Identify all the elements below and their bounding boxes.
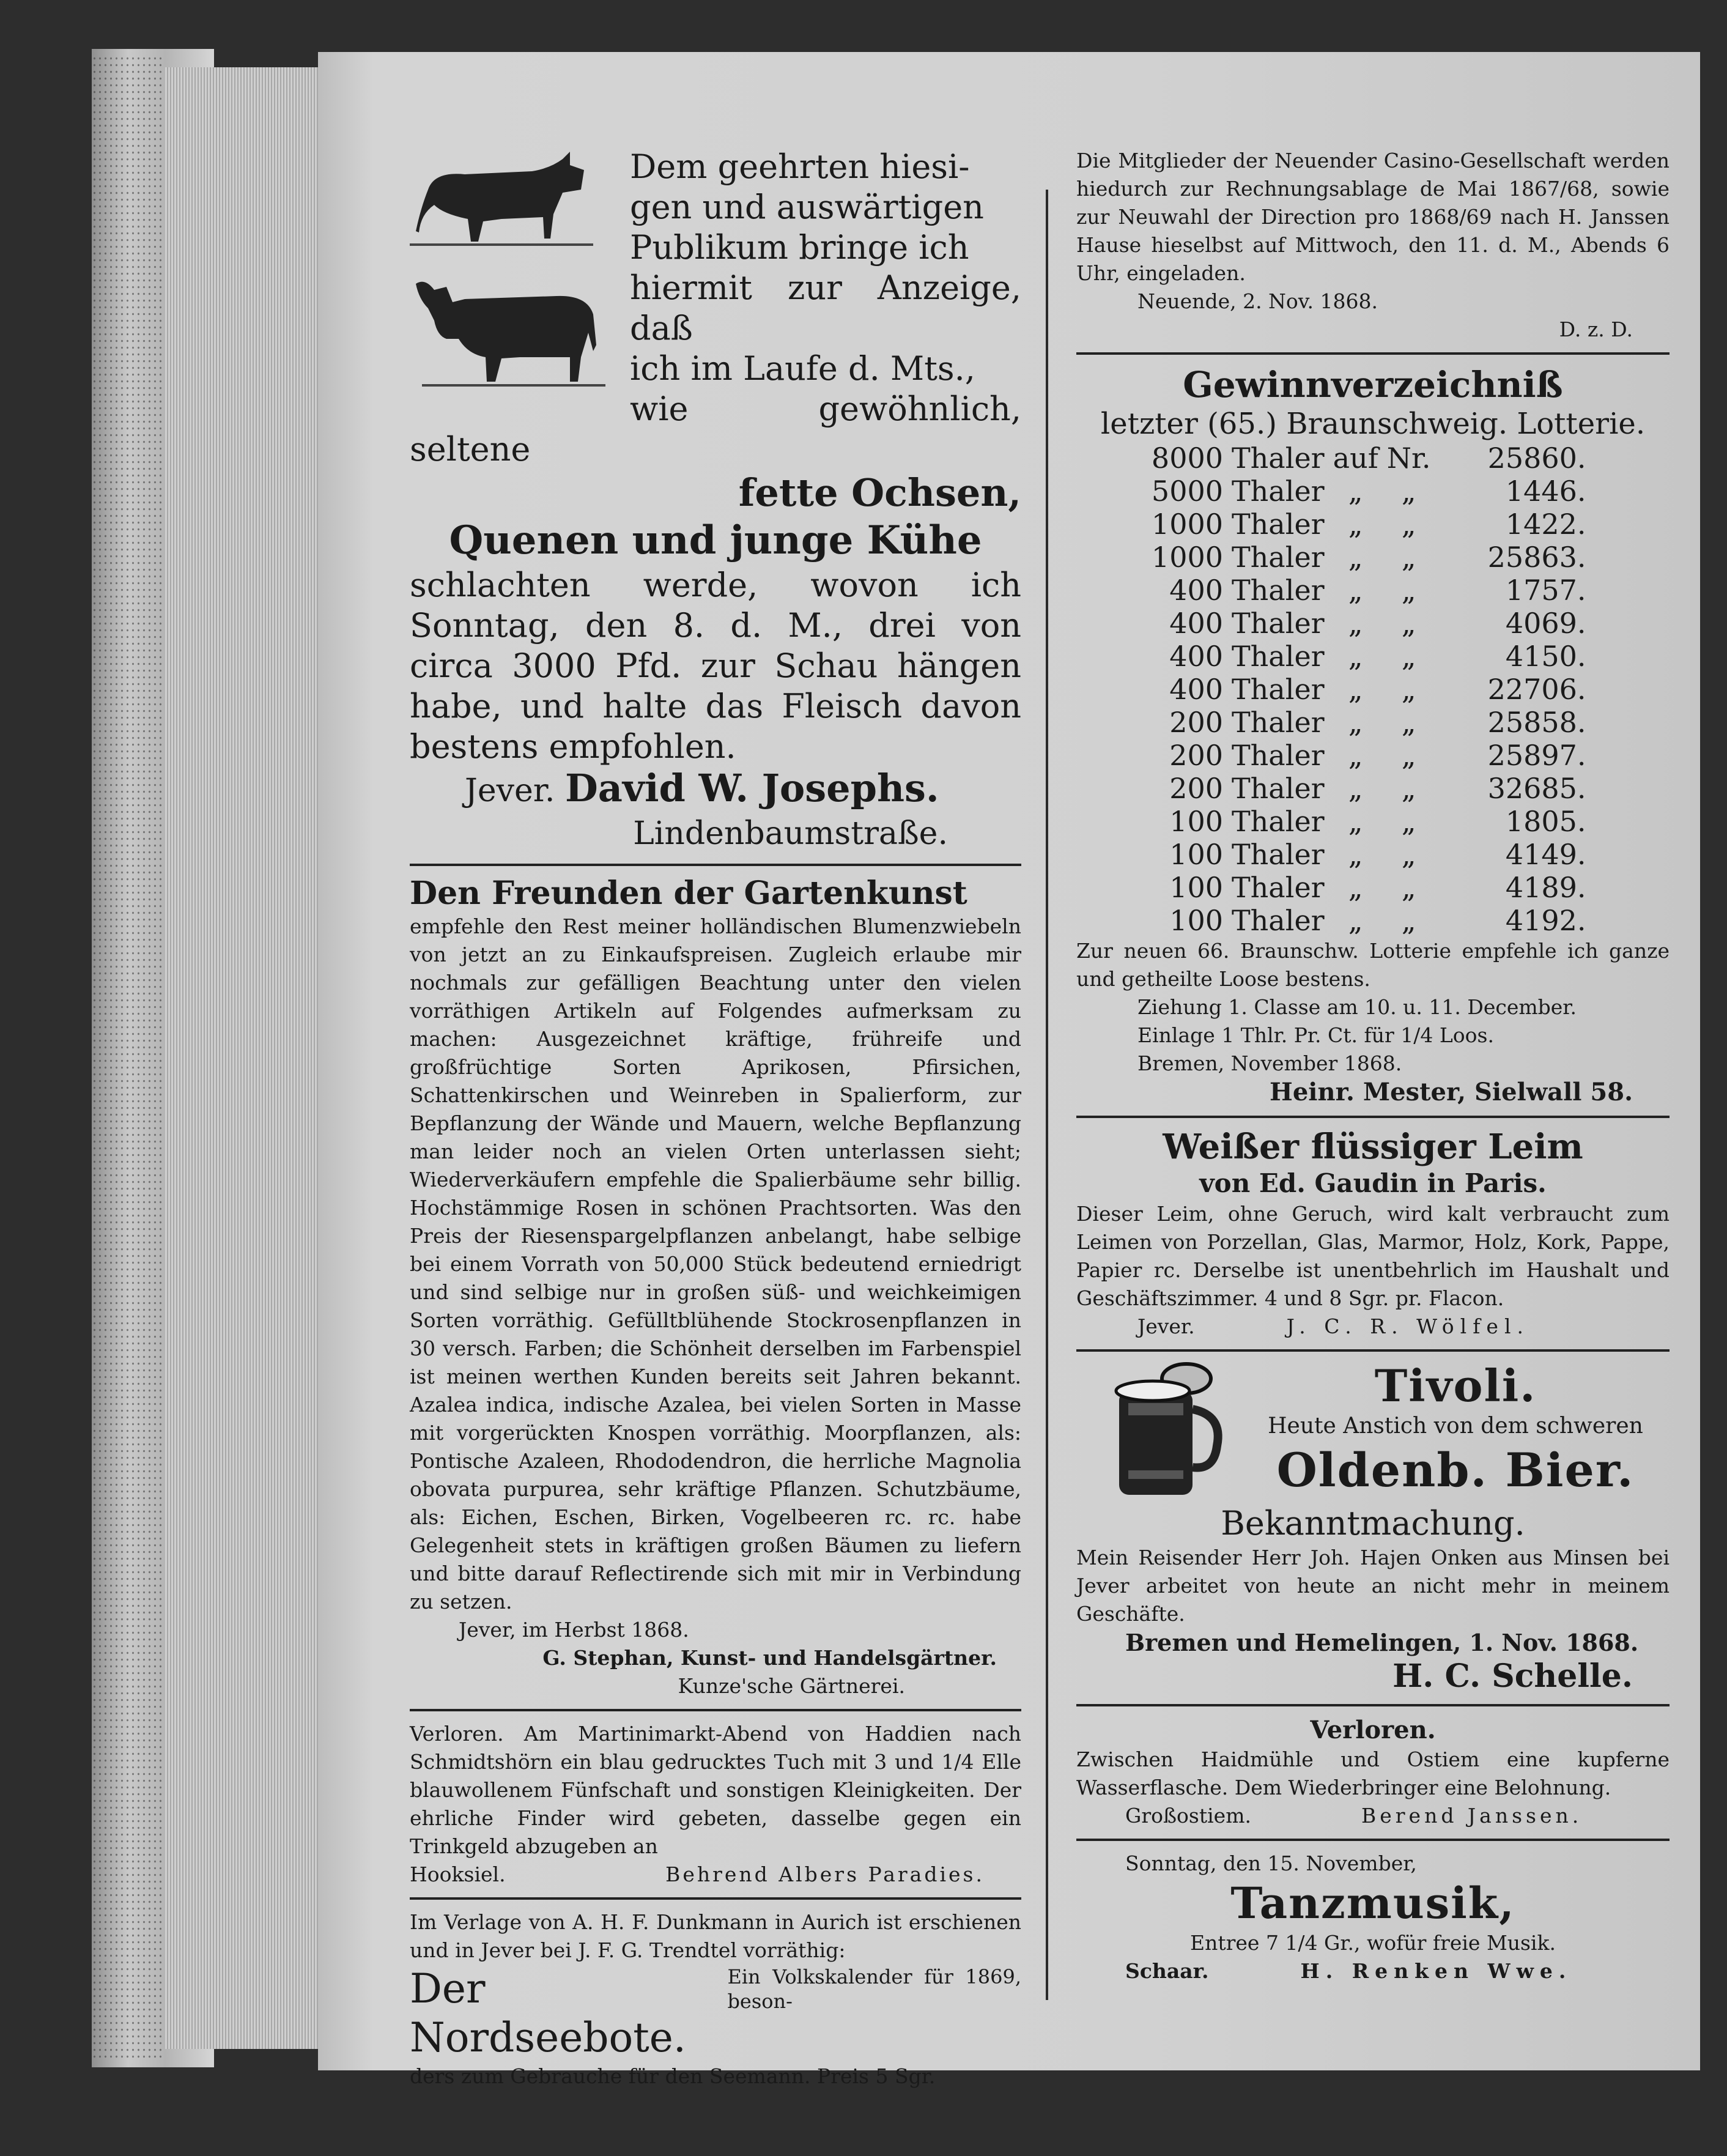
prize-amount: 400 <box>1169 673 1223 706</box>
lost2-body: Zwischen Haidmühle und Ostiem eine kupferne Wasserflasche. Dem Wiederbringer eine Belohnung. <box>1076 1747 1670 1799</box>
nr-label: „ <box>1401 607 1416 640</box>
garden-body: empfehle den Rest meiner holländischen Blumenzwiebeln von jetzt an zu Einkaufspreisen. Zugleich erlaube mir nochmals zur gefälligen Beachtung unter den vielen vorräthigen Artikeln auf Folgendes aufmerksam zu machen: Ausgezeichnet kräftige, frühreife und großfrüchtige Sorten Aprikosen, Pfirsichen, Schattenkirschen und Weinreben in Spalierform, zur Bepflanzung der Wände und Mauern, welche Bepflanzung man leider noch an vielen Orten unterlassen sieht; Wiederverkäufern empfehle die Spalierbäume sehr billig. Hochstämmige Rosen in schönen Prachtsorten. Was den Preis der Riesenspargelpflanzen anbelangt, habe selbige bei einem Vorrath von 50,000 Stück bedeutend erniedrigt und sind selbige nur in großen süß- und weichkeimigen Sorten vorräthig. Gefülltblühende Stockrosenpflanzen in 30 versch. Farben; die Schönheit derselben im Farbenspiel ist meinen werthen Kunden bereits seit Jahren bekannt. Azalea indica, indische Azalea, bei vielen Sorten in Masse mit vorgerückten Knospen vorräthig. Moorpflanzen, als: Pontische Azaleen, Rhododendron, die herrliche Magnolia obovata purpurea, sehr kräftige Pflanzen. Schutzbäume, als: Eichen, Eschen, Birken, Vogelbeeren rc. rc. habe Gelegenheit stets in kräftigen großen Bäumen zu liefern und bitte darauf Reflectirende sich mit mir in Verbindung zu setzen. <box>410 914 1021 1613</box>
notice-sig: H. C. Schelle. <box>1392 1658 1633 1695</box>
nr-label: Nr. <box>1386 442 1431 475</box>
ditto-mark: „ <box>1348 739 1363 772</box>
lost2-title: Verloren. <box>1310 1716 1436 1744</box>
casino-notice <box>1076 147 1670 344</box>
dance-ad <box>1076 1850 1670 1985</box>
prize-amount: 100 <box>1169 904 1223 937</box>
prize-unit: Thaler <box>1232 805 1325 838</box>
prize-unit: Thaler <box>1232 574 1325 607</box>
prize-unit: Thaler <box>1232 904 1325 937</box>
sig-name: Behrend Albers Paradies. <box>665 1862 985 1886</box>
left-column <box>410 147 1021 2091</box>
ditto-mark: „ <box>1348 508 1363 541</box>
ditto-mark: auf <box>1333 442 1378 475</box>
lottery-subtitle: letzter (65.) Braunschweig. Lotterie. <box>1100 407 1646 441</box>
casino-place-date: Neuende, 2. Nov. 1868. <box>1137 289 1378 313</box>
beer-mug-icon <box>1107 1360 1229 1503</box>
lost-signature <box>410 1861 1021 1889</box>
prize-unit: Thaler <box>1232 508 1325 541</box>
nr-label: „ <box>1401 508 1416 541</box>
lottery-row <box>1137 442 1595 475</box>
column-divider <box>1046 190 1048 2000</box>
prize-unit: Thaler <box>1232 706 1325 739</box>
divider <box>410 1709 1021 1711</box>
ticket-number: 4189. <box>1505 871 1586 904</box>
cattle-illustrations <box>410 147 612 396</box>
prize-unit: Thaler <box>1232 838 1325 871</box>
nr-label: „ <box>1401 706 1416 739</box>
ditto-mark: „ <box>1348 904 1363 937</box>
cattle-title-1: fette Ochsen, <box>738 470 1021 515</box>
ditto-mark: „ <box>1348 607 1363 640</box>
ticket-number: 1446. <box>1505 475 1586 508</box>
nr-label: „ <box>1401 904 1416 937</box>
notice-title: Bekanntmachung. <box>1221 1504 1525 1543</box>
glue-title: Weißer flüssiger Leim <box>1163 1127 1583 1167</box>
divider <box>1076 352 1670 355</box>
sig-place: Hooksiel. <box>410 1862 506 1886</box>
cow-icon <box>410 147 593 263</box>
prize-unit: Thaler <box>1232 541 1325 574</box>
cattle-line: wie gewöhnlich, seltene <box>410 390 1021 469</box>
sig-name: Berend Janssen. <box>1361 1804 1583 1828</box>
ticket-number: 1757. <box>1505 574 1586 607</box>
prize-unit: Thaler <box>1232 640 1325 673</box>
divider <box>1076 1349 1670 1352</box>
lost-ad <box>410 1720 1021 1889</box>
tivoli-line: Heute Anstich von dem schweren <box>1268 1413 1643 1439</box>
book-intro: Im Verlage von A. H. F. Dunkmann in Aurich ist erschienen und in Jever bei J. F. G. Trendtel vorräthig: <box>410 1910 1021 1962</box>
ticket-number: 25863. <box>1487 541 1586 574</box>
ticket-number: 25897. <box>1487 739 1586 772</box>
lottery-list <box>1076 363 1670 1107</box>
ox-icon <box>410 265 612 394</box>
lottery-sig: Heinr. Mester, Sielwall 58. <box>1270 1078 1633 1106</box>
cattle-body: schlachten werde, wovon ich Sonntag, den 8. d. M., drei von circa 3000 Pfd. zur Schau hängen habe, und halte das Fleisch davon bestens empfohlen. <box>410 566 1021 766</box>
lottery-row <box>1137 607 1595 640</box>
glue-ad <box>1076 1127 1670 1341</box>
ditto-mark: „ <box>1348 640 1363 673</box>
ticket-number: 1422. <box>1505 508 1586 541</box>
nr-label: „ <box>1401 838 1416 871</box>
ditto-mark: „ <box>1348 541 1363 574</box>
tivoli-title: Tivoli. <box>1374 1360 1537 1412</box>
page-stack <box>165 67 318 2049</box>
nr-label: „ <box>1401 640 1416 673</box>
lottery-recommend: Zur neuen 66. Braunschw. Lotterie empfehle ich ganze und getheilte Loose bestens. <box>1076 939 1670 991</box>
ditto-mark: „ <box>1348 574 1363 607</box>
casino-sig: D. z. D. <box>1559 317 1633 341</box>
lottery-row <box>1137 739 1595 772</box>
lottery-stake: Einlage 1 Thlr. Pr. Ct. für 1/4 Loos. <box>1137 1023 1494 1047</box>
lottery-row <box>1137 508 1595 541</box>
book-desc-2: ders zum Gebrauche für den Seemann. Preis 5 Sgr. <box>410 2064 936 2088</box>
lottery-row <box>1137 904 1595 937</box>
lost-body: Verloren. Am Martinimarkt-Abend von Haddien nach Schmidtshörn ein blau gedrucktes Tuch mit 3 und 1/4 Elle blauwollenem Fünfschaft und sonstigen Kleinigkeiten. Der ehrliche Finder wird gebeten, dasselbe gegen ein Trinkgeld abzugeben an <box>410 1722 1021 1858</box>
garden-place-date: Jever, im Herbst 1868. <box>459 1618 689 1642</box>
book-desc-1: Ein Volkskalender für 1869, beson- <box>727 1965 1021 2013</box>
nr-label: „ <box>1401 772 1416 805</box>
dance-signature <box>1076 1957 1670 1985</box>
lottery-row <box>1137 838 1595 871</box>
prize-amount: 8000 <box>1151 442 1223 475</box>
prize-amount: 400 <box>1169 574 1223 607</box>
lottery-row <box>1137 871 1595 904</box>
ticket-number: 25858. <box>1487 706 1586 739</box>
glue-signature <box>1076 1313 1670 1341</box>
nr-label: „ <box>1401 673 1416 706</box>
dance-title: Tanzmusik, <box>1230 1878 1515 1928</box>
garden-ad <box>410 875 1021 1700</box>
cattle-line: ich im Laufe d. Mts., <box>630 349 975 388</box>
notice-ad <box>1076 1503 1670 1695</box>
divider <box>1076 1839 1670 1841</box>
prize-amount: 200 <box>1169 772 1223 805</box>
lottery-table <box>1137 442 1595 937</box>
ticket-number: 22706. <box>1487 673 1586 706</box>
ticket-number: 32685. <box>1487 772 1586 805</box>
sig-place: Jever. <box>1137 1314 1195 1338</box>
ticket-number: 1805. <box>1505 805 1586 838</box>
divider <box>1076 1704 1670 1706</box>
sig-place: Großostiem. <box>1125 1804 1251 1828</box>
sig-place: Schaar. <box>1125 1959 1209 1983</box>
sig-place: Jever. <box>465 772 555 809</box>
glue-body: Dieser Leim, ohne Geruch, wird kalt verbraucht zum Leimen von Porzellan, Glas, Marmor, Holz, Kork, Pappe, Papier rc. Derselbe ist unentbehrlich im Haushalt und Geschäftszimmer. 4 und 8 Sgr. pr. Flacon. <box>1076 1202 1670 1310</box>
nr-label: „ <box>1401 475 1416 508</box>
lottery-row <box>1137 673 1595 706</box>
nr-label: „ <box>1401 805 1416 838</box>
cattle-line: hiermit zur Anzeige, daß <box>630 269 1021 347</box>
lost-notice <box>1076 1715 1670 1830</box>
book-title: Der Nordseebote. <box>410 1965 686 2061</box>
ditto-mark: „ <box>1348 838 1363 871</box>
sig-name: H. Renken Wwe. <box>1300 1959 1572 1983</box>
ticket-number: 25860. <box>1487 442 1586 475</box>
lottery-place-date: Bremen, November 1868. <box>1137 1051 1402 1075</box>
nr-label: „ <box>1401 574 1416 607</box>
prize-amount: 1000 <box>1151 541 1223 574</box>
lost2-signature <box>1076 1802 1670 1830</box>
cattle-line: Publikum bringe ich <box>630 228 969 267</box>
prize-amount: 400 <box>1169 640 1223 673</box>
prize-unit: Thaler <box>1232 739 1325 772</box>
prize-amount: 100 <box>1169 871 1223 904</box>
lottery-draw: Ziehung 1. Classe am 10. u. 11. December. <box>1137 995 1577 1019</box>
speckled-edge <box>92 55 165 2061</box>
dance-date: Sonntag, den 15. November, <box>1125 1851 1417 1875</box>
ditto-mark: „ <box>1348 772 1363 805</box>
lottery-row <box>1137 475 1595 508</box>
ticket-number: 4150. <box>1505 640 1586 673</box>
prize-unit: Thaler <box>1232 475 1325 508</box>
ticket-number: 4192. <box>1505 904 1586 937</box>
garden-sig-2: Kunze'sche Gärtnerei. <box>678 1674 905 1698</box>
lottery-title: Gewinnverzeichniß <box>1183 364 1563 406</box>
book-title-row <box>410 1965 1021 2062</box>
notice-body: Mein Reisender Herr Joh. Hajen Onken aus Minsen bei Jever arbeitet von heute an nicht mehr in meinem Geschäfte. <box>1076 1546 1670 1626</box>
prize-amount: 200 <box>1169 706 1223 739</box>
ditto-mark: „ <box>1348 673 1363 706</box>
prize-amount: 100 <box>1169 838 1223 871</box>
prize-amount: 5000 <box>1151 475 1223 508</box>
prize-amount: 1000 <box>1151 508 1223 541</box>
cattle-line: Dem geehrten hiesi- <box>630 147 970 186</box>
divider <box>410 1897 1021 1900</box>
ditto-mark: „ <box>1348 706 1363 739</box>
ditto-mark: „ <box>1348 475 1363 508</box>
prize-unit: Thaler <box>1232 772 1325 805</box>
casino-body: Die Mitglieder der Neuender Casino-Gesellschaft werden hiedurch zur Rechnungsablage de Mai 1867/68, sowie zur Neuwahl der Direction pro 1868/69 nach H. Janssen Hause hieselbst auf Mittwoch, den 11. d. M., Abends 6 Uhr, eingeladen. <box>1076 149 1670 285</box>
ticket-number: 4069. <box>1505 607 1586 640</box>
cattle-title-2: Quenen und junge Kühe <box>449 517 982 563</box>
prize-unit: Thaler <box>1232 871 1325 904</box>
ditto-mark: „ <box>1348 871 1363 904</box>
garden-title: Den Freunden der Gartenkunst <box>410 875 967 912</box>
divider <box>410 864 1021 866</box>
dance-entry: Entree 7 1/4 Gr., wofür freie Musik. <box>1190 1931 1556 1955</box>
divider <box>1076 1116 1670 1118</box>
sig-name: David W. Josephs. <box>564 766 939 810</box>
cattle-street: Lindenbaumstraße. <box>633 815 948 852</box>
sig-name: J. C. R. Wölfel. <box>1286 1314 1529 1338</box>
prize-amount: 100 <box>1169 805 1223 838</box>
lottery-row <box>1137 805 1595 838</box>
prize-unit: Thaler <box>1232 673 1325 706</box>
prize-amount: 200 <box>1169 739 1223 772</box>
lottery-row <box>1137 640 1595 673</box>
lottery-row <box>1137 706 1595 739</box>
notice-place-date: Bremen und Hemelingen, 1. Nov. 1868. <box>1125 1629 1639 1656</box>
cattle-line: gen und auswärtigen <box>630 188 984 226</box>
nr-label: „ <box>1401 541 1416 574</box>
prize-amount: 400 <box>1169 607 1223 640</box>
ditto-mark: „ <box>1348 805 1363 838</box>
tivoli-ad <box>1076 1360 1670 1503</box>
lottery-row <box>1137 574 1595 607</box>
cattle-signature <box>410 767 1021 812</box>
prize-unit: Thaler <box>1232 442 1325 475</box>
tivoli-beer: Oldenb. Bier. <box>1276 1443 1635 1497</box>
lottery-row <box>1137 541 1595 574</box>
prize-unit: Thaler <box>1232 607 1325 640</box>
ticket-number: 4149. <box>1505 838 1586 871</box>
glue-subtitle: von Ed. Gaudin in Paris. <box>1199 1168 1547 1198</box>
garden-sig: G. Stephan, Kunst- und Handelsgärtner. <box>542 1646 997 1670</box>
right-column <box>1076 147 1670 1985</box>
nr-label: „ <box>1401 871 1416 904</box>
lottery-row <box>1137 772 1595 805</box>
book-ad <box>410 1908 1021 2091</box>
nr-label: „ <box>1401 739 1416 772</box>
cattle-ad <box>410 147 1021 855</box>
